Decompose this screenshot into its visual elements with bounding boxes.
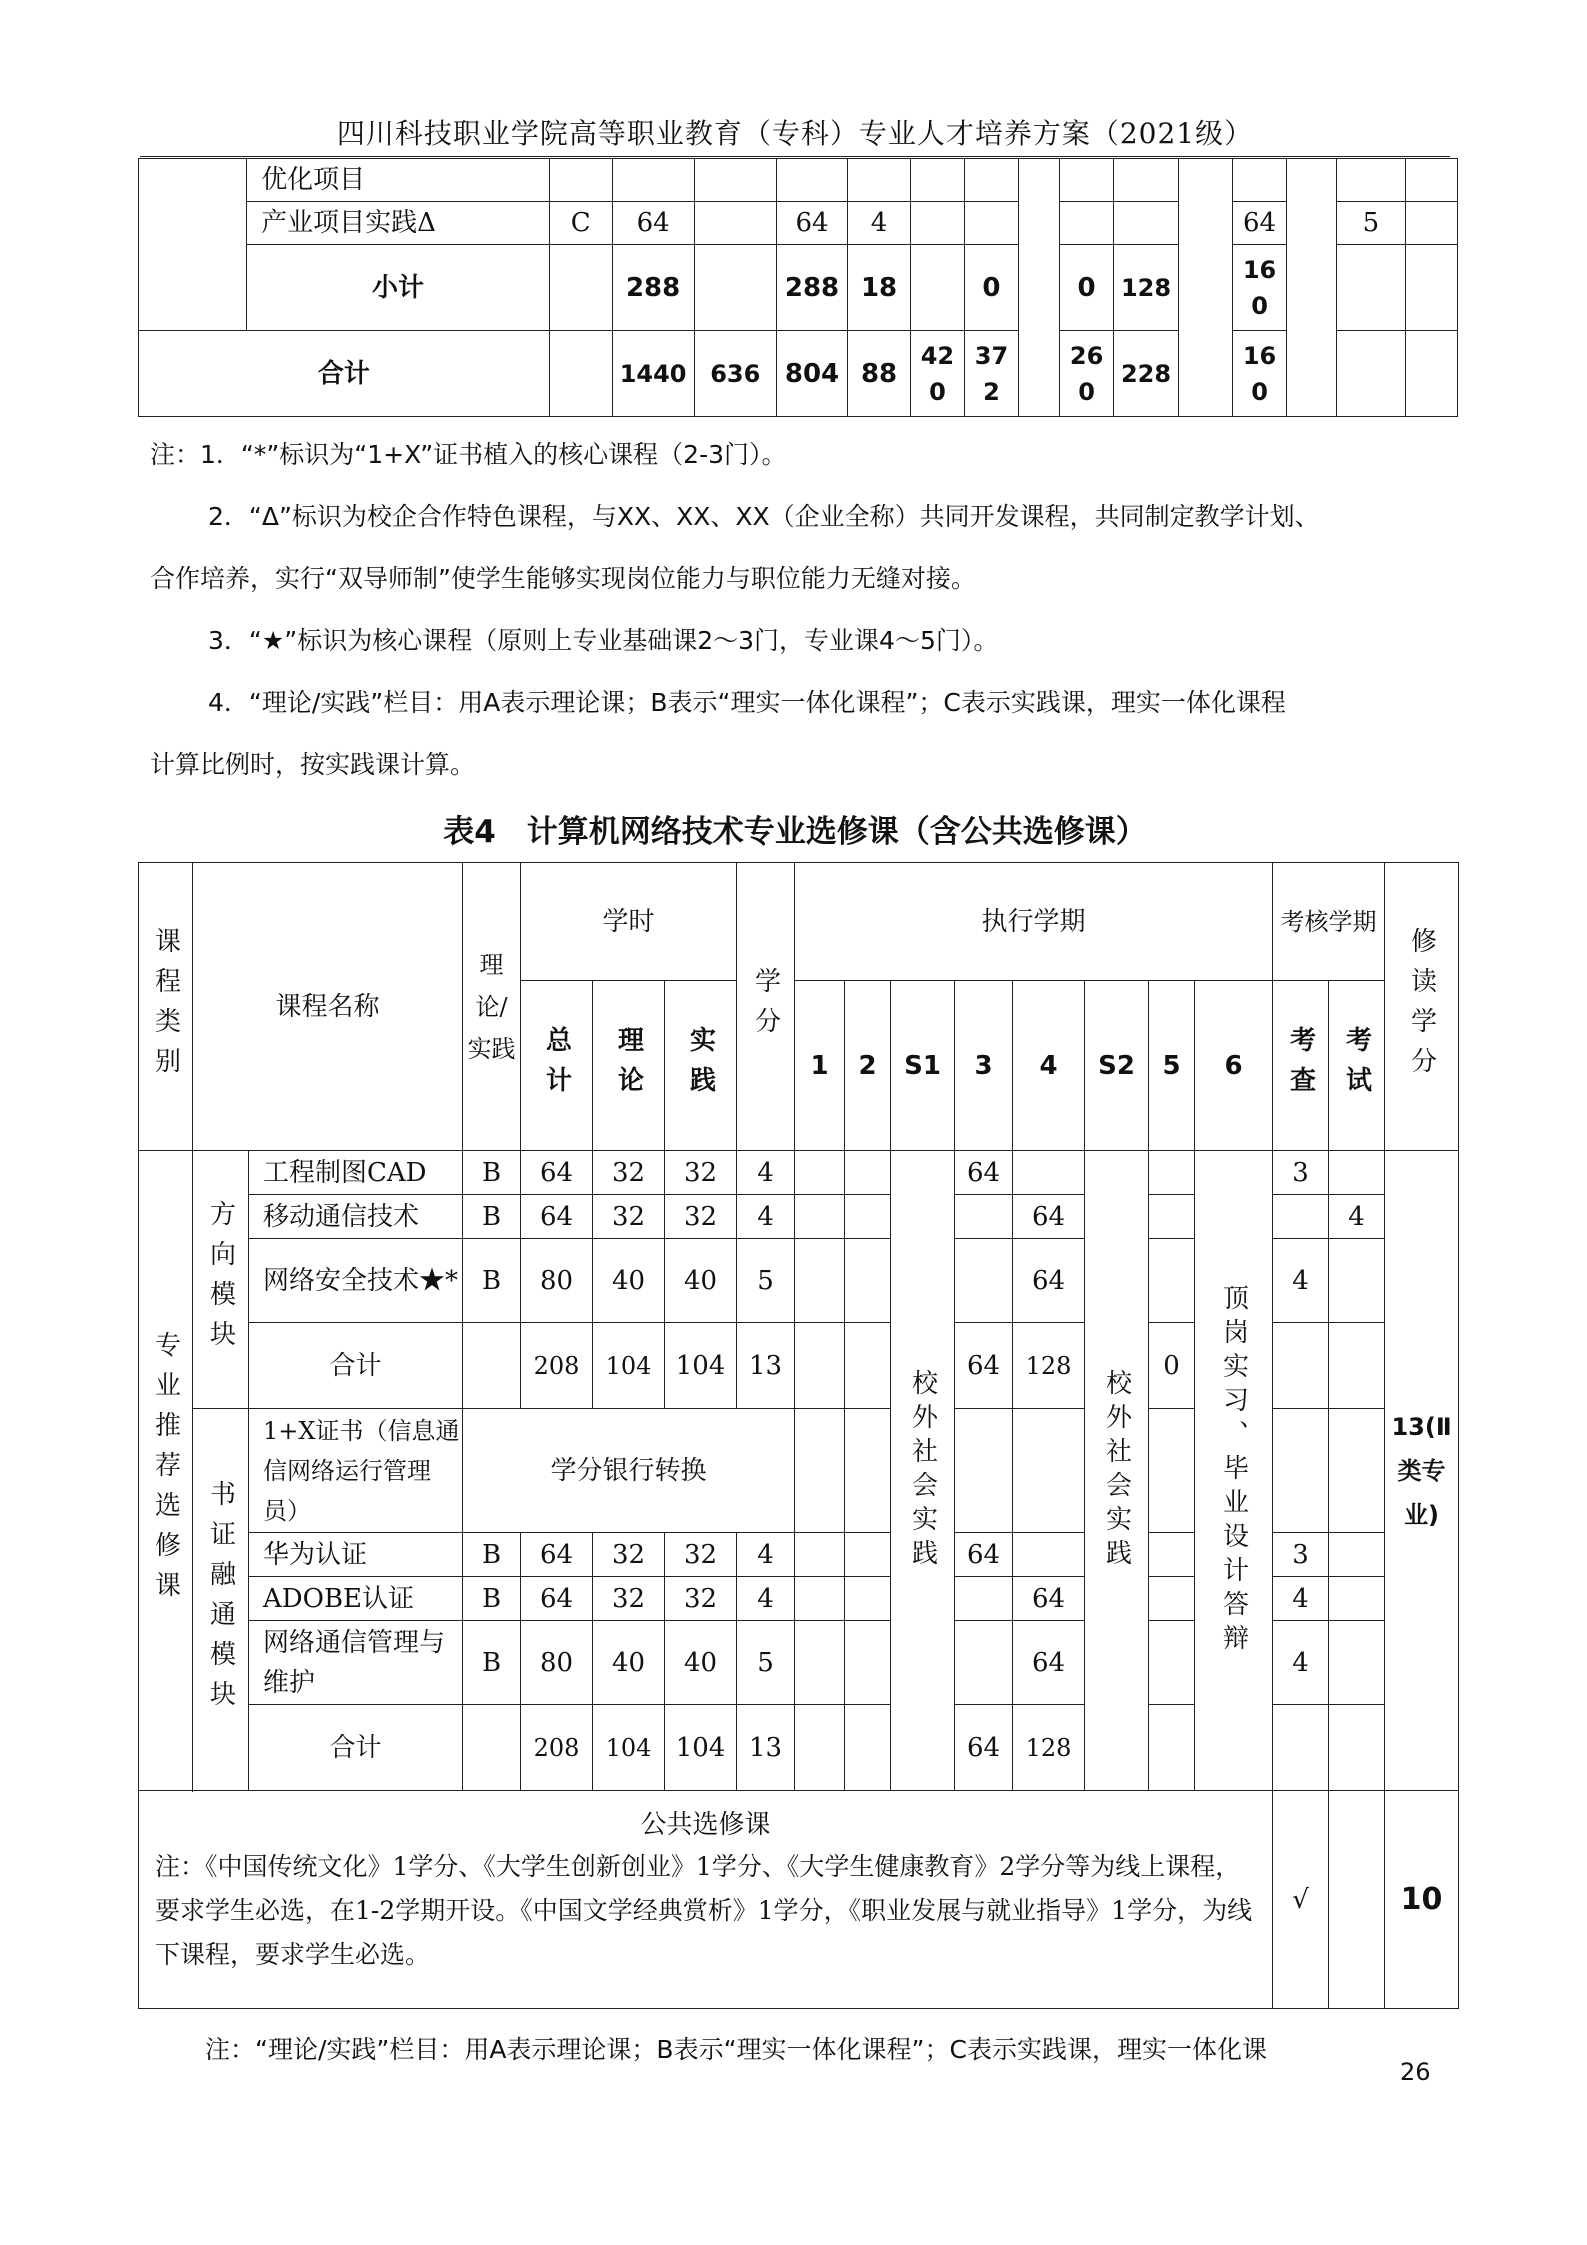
cell: [1273, 1323, 1329, 1409]
cell: [1329, 1577, 1385, 1621]
cell: [1329, 1791, 1385, 2009]
cell: 4: [737, 1533, 795, 1577]
course-name: 优化项目: [247, 159, 550, 202]
cell: 4: [737, 1577, 795, 1621]
cell: 104: [665, 1705, 737, 1791]
header-type: 理论/实践: [463, 863, 521, 1151]
cell: [845, 1151, 891, 1195]
cell: [845, 1533, 891, 1577]
cell: [795, 1323, 845, 1409]
public-electives-row: [139, 1791, 1459, 2009]
total-row: [139, 331, 1458, 417]
cell: [845, 1323, 891, 1409]
cell: 64: [955, 1705, 1013, 1791]
cell: [1405, 159, 1457, 202]
cell: [1149, 1621, 1195, 1705]
cell: [1233, 159, 1287, 202]
cell: 64: [1013, 1195, 1085, 1239]
cell: 1440: [612, 331, 694, 417]
header-sem-5: 5: [1149, 981, 1195, 1151]
cell: B: [463, 1577, 521, 1621]
cell: [1060, 202, 1114, 245]
cell: 64: [521, 1533, 593, 1577]
cell: [910, 159, 964, 202]
module-2: 书证融通模块: [193, 1409, 249, 1791]
cell: 80: [521, 1621, 593, 1705]
cell: [463, 1323, 521, 1409]
cell: [955, 1621, 1013, 1705]
cell: [1329, 1621, 1385, 1705]
cell: [1114, 202, 1179, 245]
cell: 18: [848, 245, 911, 331]
cell: 13: [737, 1705, 795, 1791]
header-exam: 考试: [1329, 981, 1385, 1151]
note-3: 3．“★”标识为核心课程（原则上专业基础课2～3门，专业课4～5门）。: [208, 626, 999, 655]
header-sem-s2: S2: [1085, 981, 1149, 1151]
cell: 64: [955, 1323, 1013, 1409]
cell: [1273, 1195, 1329, 1239]
cell: 104: [593, 1323, 665, 1409]
cell: 5: [737, 1239, 795, 1323]
header-theory: 理论: [593, 981, 665, 1151]
cell: [1018, 159, 1059, 417]
course-name: 网络安全技术★*: [249, 1239, 463, 1323]
header-rule: [140, 156, 1450, 157]
cell: 64: [521, 1577, 593, 1621]
cell: 32: [665, 1195, 737, 1239]
cell: [1329, 1705, 1385, 1791]
header-sem-3: 3: [955, 981, 1013, 1151]
cell: 160: [1233, 245, 1287, 331]
table-row: [139, 1151, 1459, 1195]
cell: 4: [737, 1151, 795, 1195]
header-practice: 实践: [665, 981, 737, 1151]
cell: [1273, 1705, 1329, 1791]
course-name: 1+X证书（信息通信网络运行管理员）: [249, 1409, 463, 1533]
cell: [795, 1409, 845, 1533]
cell: 64: [1013, 1577, 1085, 1621]
cell: 88: [848, 331, 911, 417]
cell: 32: [593, 1533, 665, 1577]
cell: [1405, 245, 1457, 331]
cell: [910, 202, 964, 245]
cell: 4: [1329, 1195, 1385, 1239]
cell: 372: [964, 331, 1018, 417]
course-name: 移动通信技术: [249, 1195, 463, 1239]
cell: 32: [593, 1151, 665, 1195]
note-4b: 计算比例时，按实践课计算。: [150, 750, 476, 779]
cell: [795, 1621, 845, 1705]
cell: 32: [665, 1577, 737, 1621]
cell: 64: [955, 1533, 1013, 1577]
cell: [1149, 1239, 1195, 1323]
header-total: 总计: [521, 981, 593, 1151]
cell: 64: [1233, 202, 1287, 245]
note-2b: 合作培养，实行“双导师制”使学生能够实现岗位能力与职位能力无缝对接。: [150, 564, 976, 593]
cell: [955, 1577, 1013, 1621]
cell: [910, 245, 964, 331]
cell: [1178, 159, 1232, 417]
cell: 228: [1114, 331, 1179, 417]
cell: [1405, 331, 1457, 417]
cell: 804: [776, 331, 847, 417]
cell: [795, 1239, 845, 1323]
cell: 208: [521, 1705, 593, 1791]
cell: 160: [1233, 331, 1287, 417]
note-4a: 4．“理论/实践”栏目：用A表示理论课；B表示“理实一体化课程”；C表示实践课，理实一体化课程: [208, 688, 1286, 717]
credit-bank-text: 学分银行转换: [463, 1409, 795, 1533]
page-header: 四川科技职业学院高等职业教育（专科）专业人才培养方案（2021级）: [336, 117, 1254, 150]
s2-text: 校外社会实践: [1085, 1151, 1149, 1791]
cell: 64: [1013, 1621, 1085, 1705]
cell: [1273, 1409, 1329, 1533]
header-course-name: 课程名称: [193, 863, 463, 1151]
cell: 4: [1273, 1577, 1329, 1621]
sem6-text: 顶岗实习、毕业设计答辩: [1195, 1151, 1273, 1791]
public-title: 公共选修课: [640, 1810, 771, 1840]
cell: 128: [1013, 1323, 1085, 1409]
cell: [795, 1195, 845, 1239]
cell: 40: [665, 1239, 737, 1323]
header-row: [139, 863, 1459, 981]
cell: [694, 245, 776, 331]
cell: [845, 1195, 891, 1239]
cell: [694, 159, 776, 202]
cell: B: [463, 1621, 521, 1705]
cell: [964, 159, 1018, 202]
notes-block: [150, 424, 1450, 796]
cell: [1060, 159, 1114, 202]
cell: 32: [665, 1533, 737, 1577]
note-2a: 2．“Δ”标识为校企合作特色课程，与XX、XX、XX（企业全称）共同开发课程，共同制定教学计划、: [208, 502, 1320, 531]
table-title: 表4 计算机网络技术专业选修课（含公共选修课）: [443, 814, 1147, 850]
course-name: ADOBE认证: [249, 1577, 463, 1621]
public-electives-cell: [139, 1791, 1273, 2009]
cell: [1329, 1409, 1385, 1533]
cell: [795, 1705, 845, 1791]
cell: [1013, 1151, 1085, 1195]
cell: [795, 1533, 845, 1577]
cell: [549, 245, 612, 331]
cell: [1149, 1577, 1195, 1621]
course-name: 网络通信管理与维护: [249, 1621, 463, 1705]
header-check: 考查: [1273, 981, 1329, 1151]
header-credits-req: 修读学分: [1385, 863, 1459, 1151]
continuation-table: [138, 158, 1458, 417]
cell: [1336, 331, 1405, 417]
cell: [1336, 159, 1405, 202]
s1-text: 校外社会实践: [891, 1151, 955, 1791]
cell: [964, 202, 1018, 245]
header-sem-4: 4: [1013, 981, 1085, 1151]
cell: [612, 159, 694, 202]
header-sem-1: 1: [795, 981, 845, 1151]
cell: [1149, 1705, 1195, 1791]
cell: 4: [737, 1195, 795, 1239]
cell: 0: [1060, 245, 1114, 331]
cell: [1149, 1533, 1195, 1577]
module-1: 方向模块: [193, 1151, 249, 1409]
cell: [845, 1705, 891, 1791]
subtotal-row: [139, 245, 1458, 331]
cell: 0: [1149, 1323, 1195, 1409]
subtotal-label: 小计: [247, 245, 550, 331]
cell: 420: [910, 331, 964, 417]
cell: C: [549, 202, 612, 245]
header-sem-2: 2: [845, 981, 891, 1151]
cell: [1013, 1409, 1085, 1533]
cell: [848, 159, 911, 202]
cell: 80: [521, 1239, 593, 1323]
cell: [463, 1705, 521, 1791]
cell: [955, 1409, 1013, 1533]
cell: 40: [593, 1621, 665, 1705]
cell: B: [463, 1239, 521, 1323]
cell: 5: [1336, 202, 1405, 245]
cell: 104: [593, 1705, 665, 1791]
cell: 32: [665, 1151, 737, 1195]
cell: [1287, 159, 1337, 417]
elective-table: [138, 862, 1459, 2009]
cell: [845, 1239, 891, 1323]
cell: 0: [964, 245, 1018, 331]
cell: [694, 202, 776, 245]
cell: [1013, 1533, 1085, 1577]
header-hours: 学时: [521, 863, 737, 981]
cell: 40: [665, 1621, 737, 1705]
cell: 32: [593, 1195, 665, 1239]
cell: 104: [665, 1323, 737, 1409]
cell: [845, 1621, 891, 1705]
cell: 208: [521, 1323, 593, 1409]
cell: [1114, 159, 1179, 202]
cell: 288: [776, 245, 847, 331]
cell: 64: [776, 202, 847, 245]
cell: 4: [1273, 1621, 1329, 1705]
cell: [1149, 1409, 1195, 1533]
public-note: 注：《中国传统文化》1学分、《大学生创新创业》1学分、《大学生健康教育》2学分等为线上课程，要求学生必选，在1-2学期开设。《中国文学经典赏析》1学分，《职业发展与就业指导》1学分，为线下课程，要求学生必选。: [155, 1852, 1253, 1969]
cell: [549, 331, 612, 417]
cell: 636: [694, 331, 776, 417]
total-label: 合计: [249, 1705, 463, 1791]
public-credits: 10: [1385, 1791, 1459, 2009]
cell: 64: [612, 202, 694, 245]
cell: [1405, 202, 1457, 245]
cell: 32: [593, 1577, 665, 1621]
total-label: 合计: [249, 1323, 463, 1409]
cell: [1329, 1533, 1385, 1577]
cell: [1329, 1239, 1385, 1323]
cell: 64: [521, 1195, 593, 1239]
cell: [1336, 245, 1405, 331]
cell: [795, 1577, 845, 1621]
cell: 3: [1273, 1151, 1329, 1195]
cell: 4: [1273, 1239, 1329, 1323]
credits-main: 13(Ⅱ类专业): [1385, 1151, 1459, 1791]
course-name: 工程制图CAD: [249, 1151, 463, 1195]
table-row: [139, 159, 1458, 202]
note-1: 注：1．“*”标识为“1+X”证书植入的核心课程（2-3门）。: [150, 440, 787, 469]
cell: B: [463, 1151, 521, 1195]
course-name: 产业项目实践Δ: [247, 202, 550, 245]
cell: 128: [1013, 1705, 1085, 1791]
empty-category-cell: [139, 159, 247, 331]
table-row: [139, 202, 1458, 245]
course-name: 华为认证: [249, 1533, 463, 1577]
cell: [845, 1577, 891, 1621]
cell: [1149, 1151, 1195, 1195]
bottom-note: 注：“理论/实践”栏目：用A表示理论课；B表示“理实一体化课程”；C表示实践课，理实一体化课: [205, 2035, 1267, 2064]
cell: [1149, 1195, 1195, 1239]
category-main: 专业推荐选修课: [139, 1151, 193, 1791]
cell: 13: [737, 1323, 795, 1409]
cell: 5: [737, 1621, 795, 1705]
header-semester: 执行学期: [795, 863, 1273, 981]
public-check: √: [1273, 1791, 1329, 2009]
cell: B: [463, 1533, 521, 1577]
cell: [1329, 1323, 1385, 1409]
cell: B: [463, 1195, 521, 1239]
cell: 3: [1273, 1533, 1329, 1577]
cell: [549, 159, 612, 202]
header-credit: 学分: [737, 863, 795, 1151]
cell: [1329, 1151, 1385, 1195]
header-category: 课程类别: [139, 863, 193, 1151]
cell: 128: [1114, 245, 1179, 331]
cell: 288: [612, 245, 694, 331]
cell: 64: [955, 1151, 1013, 1195]
cell: [845, 1409, 891, 1533]
header-sem-6: 6: [1195, 981, 1273, 1151]
cell: [955, 1195, 1013, 1239]
total-label: 合计: [139, 331, 550, 417]
header-assessment: 考核学期: [1273, 863, 1385, 981]
page-number: 26: [1400, 2058, 1431, 2086]
cell: 4: [848, 202, 911, 245]
cell: 40: [593, 1239, 665, 1323]
cell: [955, 1239, 1013, 1323]
header-sem-s1: S1: [891, 981, 955, 1151]
cell: 64: [1013, 1239, 1085, 1323]
cell: 260: [1060, 331, 1114, 417]
cell: [795, 1151, 845, 1195]
cell: [776, 159, 847, 202]
cell: 64: [521, 1151, 593, 1195]
